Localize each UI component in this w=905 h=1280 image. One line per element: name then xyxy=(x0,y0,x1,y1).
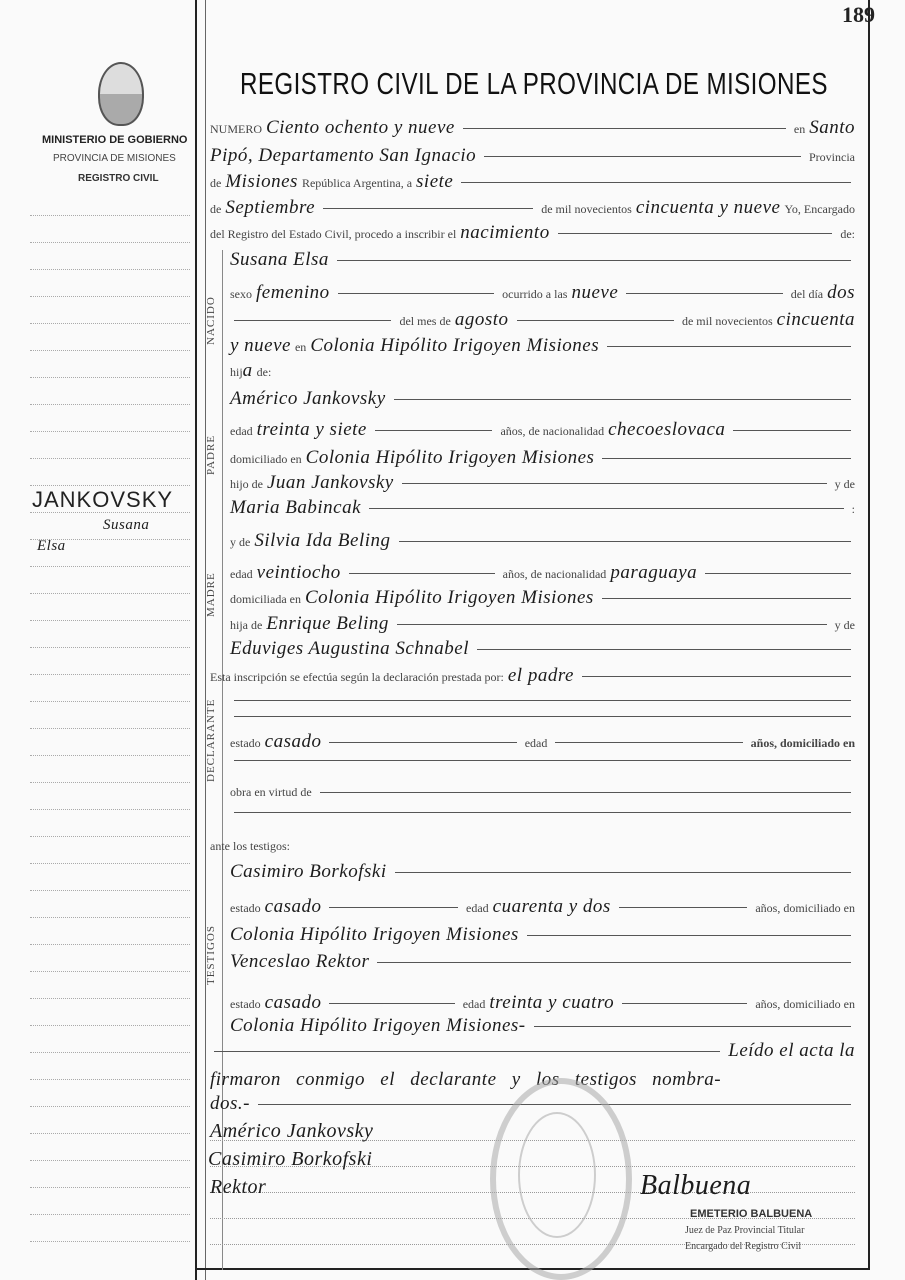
fill-line xyxy=(234,812,851,813)
grandfather-name: Juan Jankovsky xyxy=(267,472,394,493)
margin-line xyxy=(30,539,190,540)
row-lugar xyxy=(230,336,855,357)
margin-line xyxy=(30,917,190,918)
row-padre-name xyxy=(230,389,855,409)
official-seal xyxy=(490,1078,632,1280)
row-testigo2-estado xyxy=(230,993,855,1014)
label: del Registro del Estado Civil, procedo a inscribir el xyxy=(210,227,457,241)
province-label: PROVINCIA DE MISIONES xyxy=(53,153,176,164)
margin-line xyxy=(30,1160,190,1161)
margin-line xyxy=(30,296,190,297)
margin-line xyxy=(30,971,190,972)
label: del día xyxy=(790,287,824,301)
page-number: 189 xyxy=(842,2,875,27)
row-testigo1-estado xyxy=(230,897,855,918)
margin-line xyxy=(30,485,190,486)
fill-line xyxy=(517,320,674,321)
signature-declarante: Américo Jankovsky xyxy=(210,1120,374,1142)
fill-line xyxy=(377,962,851,963)
fill-line xyxy=(214,1051,720,1052)
label: años, de nacionalidad xyxy=(500,424,605,438)
row-madre-name xyxy=(230,531,855,552)
sexo-value: femenino xyxy=(256,282,330,303)
label: de: xyxy=(256,365,272,379)
mes-value: agosto xyxy=(454,309,509,330)
label: años, de nacionalidad xyxy=(502,567,607,581)
official-title-1: Juez de Paz Provincial Titular xyxy=(685,1225,805,1236)
row-padre-dom xyxy=(230,448,855,469)
fill-line xyxy=(394,399,851,400)
row-blank xyxy=(230,812,855,813)
fill-line xyxy=(369,508,844,509)
margin-line xyxy=(30,1133,190,1134)
margin-line xyxy=(30,944,190,945)
fill-line xyxy=(329,742,516,743)
fill-line xyxy=(626,293,783,294)
label: República Argentina, a xyxy=(301,176,413,190)
margin-border-inner xyxy=(205,0,206,1280)
right-border xyxy=(868,0,870,1270)
section-label-testigos: TESTIGOS xyxy=(205,925,217,985)
label: y de xyxy=(834,477,855,491)
row-registro xyxy=(210,223,855,244)
label: ocurrido a las xyxy=(502,287,568,301)
fill-line xyxy=(234,760,851,761)
label: de mil novecientos xyxy=(541,202,632,216)
fill-line xyxy=(602,458,851,459)
section-label-madre: MADRE xyxy=(205,572,217,617)
margin-given-2: Elsa xyxy=(37,538,66,554)
margin-line xyxy=(30,404,190,405)
section-label-declarante: DECLARANTE xyxy=(205,698,217,782)
margin-surname: JANKOVSKY xyxy=(32,487,174,512)
label: estado xyxy=(230,901,261,915)
margin-line xyxy=(30,998,190,999)
fill-line xyxy=(705,573,851,574)
row-sexo xyxy=(230,283,855,304)
domicilio-value: Colonia Hipólito Irigoyen Misiones- xyxy=(230,1015,526,1036)
label: en xyxy=(793,122,806,136)
row-blank xyxy=(230,700,855,701)
edad-value: treinta y cuatro xyxy=(489,992,615,1013)
place-value: Santo xyxy=(809,117,855,138)
fill-line xyxy=(558,233,833,234)
fill-line xyxy=(733,430,851,431)
year-value-cont: y nueve xyxy=(230,335,291,356)
label: hijo de xyxy=(230,477,263,491)
margin-line xyxy=(30,215,190,216)
day-value: siete xyxy=(416,171,454,192)
edad-value: cuarenta y dos xyxy=(492,896,611,917)
label: edad xyxy=(524,736,548,750)
label: ante los testigos: xyxy=(210,839,290,853)
fill-line xyxy=(234,320,391,321)
margin-line xyxy=(30,1079,190,1080)
grandfather-name: Enrique Beling xyxy=(266,613,389,634)
margin-line xyxy=(30,1241,190,1242)
fill-line xyxy=(338,293,495,294)
label: NUMERO xyxy=(210,122,263,136)
fill-line xyxy=(463,128,786,129)
fill-line xyxy=(399,541,851,542)
signature-official: Balbuena xyxy=(640,1170,752,1201)
estado-value: casado xyxy=(264,731,322,752)
label: Yo, Encargado xyxy=(784,202,855,216)
coat-of-arms-icon xyxy=(98,62,144,126)
grandmother-name: Eduviges Augustina Schnabel xyxy=(230,638,470,659)
margin-line xyxy=(30,863,190,864)
row-madre-dom xyxy=(230,588,855,609)
label: años, domiciliado en xyxy=(750,736,855,750)
row-madre-madre xyxy=(230,639,855,659)
signature-witness-2: Rektor xyxy=(210,1176,267,1198)
fill-line xyxy=(337,260,851,261)
fill-line xyxy=(602,598,851,599)
row-blank xyxy=(230,716,855,717)
month-value: Septiembre xyxy=(225,197,316,218)
label: estado xyxy=(230,997,261,1011)
fill-line xyxy=(397,624,827,625)
row-testigo2-name xyxy=(230,952,855,972)
margin-line xyxy=(30,674,190,675)
nacionalidad-value: paraguaya xyxy=(610,562,698,583)
declarante-value: el padre xyxy=(507,665,574,686)
closing-text: dos.- xyxy=(210,1093,250,1114)
label: : xyxy=(851,502,855,516)
margin-line xyxy=(30,1025,190,1026)
year-value: cincuenta y nueve xyxy=(635,197,781,218)
margin-line xyxy=(30,269,190,270)
label: y de xyxy=(230,535,251,549)
row-mes xyxy=(230,310,855,331)
margin-line xyxy=(30,323,190,324)
row-nacido-name xyxy=(230,250,855,270)
fill-line xyxy=(461,182,851,183)
row-padre-edad xyxy=(230,420,855,441)
fill-line xyxy=(582,676,851,677)
fill-line xyxy=(622,1003,747,1004)
hijo-suffix: a xyxy=(242,360,253,381)
fill-line xyxy=(234,700,851,701)
row-provincia xyxy=(210,172,855,193)
estado-value: casado xyxy=(264,896,322,917)
margin-line xyxy=(30,1106,190,1107)
label: del mes de xyxy=(399,314,451,328)
label: Esta inscripción se efectúa según la declaración prestada por: xyxy=(210,670,504,684)
fill-line xyxy=(402,483,827,484)
row-numero xyxy=(210,118,855,139)
section-divider xyxy=(222,250,223,1270)
year-value: cincuenta xyxy=(776,309,855,330)
label: en xyxy=(294,340,307,354)
section-label-padre: PADRE xyxy=(205,434,217,475)
fill-line xyxy=(234,716,851,717)
edad-value: treinta y siete xyxy=(256,419,367,440)
row-padre-hijo xyxy=(230,473,855,494)
fill-line xyxy=(329,907,458,908)
place-value: Pipó, Departamento San Ignacio xyxy=(210,145,477,166)
label: y de xyxy=(834,618,855,632)
margin-line xyxy=(30,566,190,567)
lugar-value: Colonia Hipólito Irigoyen Misiones xyxy=(310,335,600,356)
label: domiciliado en xyxy=(230,452,302,466)
margin-line xyxy=(30,809,190,810)
margin-line xyxy=(30,512,190,513)
fill-line xyxy=(484,156,801,157)
row-testigo2-dom xyxy=(230,1016,855,1036)
fill-line xyxy=(619,907,748,908)
row-padre-madre xyxy=(230,498,855,519)
witness-2-name: Venceslao Rektor xyxy=(230,951,370,972)
dia-value: dos xyxy=(827,282,856,303)
numero-value: Ciento ochento y nueve xyxy=(266,117,455,138)
grandmother-name: Maria Babincak xyxy=(230,497,362,518)
label: años, domiciliado en xyxy=(755,997,855,1011)
ministry-label: MINISTERIO DE GOBIERNO xyxy=(42,134,188,146)
fill-line xyxy=(320,792,851,793)
margin-line xyxy=(30,350,190,351)
label: hij xyxy=(230,365,243,379)
edad-value: veintiocho xyxy=(256,562,341,583)
margin-line xyxy=(30,1052,190,1053)
closing-text: firmaron conmigo el declarante y los testigos nombra- xyxy=(210,1069,722,1090)
row-date xyxy=(210,198,855,219)
fill-line xyxy=(555,742,742,743)
row-testigo1-dom xyxy=(230,925,855,945)
margin-line xyxy=(30,1214,190,1215)
margin-line xyxy=(30,431,190,432)
margin-line xyxy=(30,647,190,648)
label: de mil novecientos xyxy=(681,314,773,328)
margin-line xyxy=(30,701,190,702)
margin-line xyxy=(30,1187,190,1188)
domicilio-value: Colonia Hipólito Irigoyen Misiones xyxy=(304,587,594,608)
father-name: Américo Jankovsky xyxy=(230,388,386,409)
fill-line xyxy=(527,935,851,936)
row-obra xyxy=(230,782,855,802)
registry-label: REGISTRO CIVIL xyxy=(78,173,159,184)
margin-border xyxy=(195,0,197,1280)
row-blank xyxy=(230,760,855,761)
margin-line xyxy=(30,755,190,756)
fill-line xyxy=(329,1003,454,1004)
label: años, domiciliado en xyxy=(755,901,855,915)
label: de xyxy=(210,202,222,216)
provincia-value: Misiones xyxy=(225,171,298,192)
child-name: Susana Elsa xyxy=(230,249,329,270)
label: edad xyxy=(466,901,489,915)
label: estado xyxy=(230,736,261,750)
witness-1-name: Casimiro Borkofski xyxy=(230,861,387,882)
margin-line xyxy=(30,620,190,621)
act-value: nacimiento xyxy=(460,222,550,243)
official-name: EMETERIO BALBUENA xyxy=(690,1208,813,1220)
margin-line xyxy=(30,242,190,243)
margin-line xyxy=(30,728,190,729)
closing-text: Leído el acta la xyxy=(728,1040,855,1061)
nacionalidad-value: checoeslovaca xyxy=(608,419,726,440)
margin-given-1: Susana xyxy=(103,517,150,533)
label: edad xyxy=(462,997,486,1011)
margin-line xyxy=(30,782,190,783)
row-closing-1 xyxy=(210,1041,855,1061)
margin-line xyxy=(30,836,190,837)
fill-line xyxy=(607,346,851,347)
fill-line xyxy=(477,649,851,650)
document-title: REGISTRO CIVIL DE LA PROVINCIA DE MISIONES xyxy=(240,66,828,101)
domicilio-value: Colonia Hipólito Irigoyen Misiones xyxy=(230,924,519,945)
row-testigos-label xyxy=(210,836,855,856)
row-madre-edad xyxy=(230,563,855,584)
label: edad xyxy=(230,567,253,581)
margin-line xyxy=(30,458,190,459)
row-testigo1-name xyxy=(230,862,855,882)
fill-line xyxy=(395,872,851,873)
fill-line xyxy=(323,208,533,209)
fill-line xyxy=(349,573,495,574)
row-declarante-estado xyxy=(230,732,855,753)
official-title-2: Encargado del Registro Civil xyxy=(685,1241,802,1252)
label: de: xyxy=(840,227,855,241)
label: sexo xyxy=(230,287,252,301)
label: de xyxy=(210,176,222,190)
label: domiciliada en xyxy=(230,592,301,606)
label: edad xyxy=(230,424,253,438)
label: hija de xyxy=(230,618,263,632)
margin-line xyxy=(30,890,190,891)
estado-value: casado xyxy=(264,992,322,1013)
row-declaracion xyxy=(210,666,855,687)
label: obra en virtud de xyxy=(230,785,312,799)
mother-name: Silvia Ida Beling xyxy=(254,530,391,551)
margin-line xyxy=(30,593,190,594)
row-hijo xyxy=(230,361,855,382)
row-madre-hija xyxy=(230,614,855,635)
signature-witness-1: Casimiro Borkofski xyxy=(208,1148,373,1170)
label: Provincia xyxy=(809,150,855,164)
domicilio-value: Colonia Hipólito Irigoyen Misiones xyxy=(305,447,595,468)
row-place xyxy=(210,146,855,167)
fill-line xyxy=(375,430,493,431)
margin-line xyxy=(30,377,190,378)
hora-value: nueve xyxy=(571,282,619,303)
section-label-nacido: NACIDO xyxy=(205,296,217,345)
fill-line xyxy=(534,1026,851,1027)
